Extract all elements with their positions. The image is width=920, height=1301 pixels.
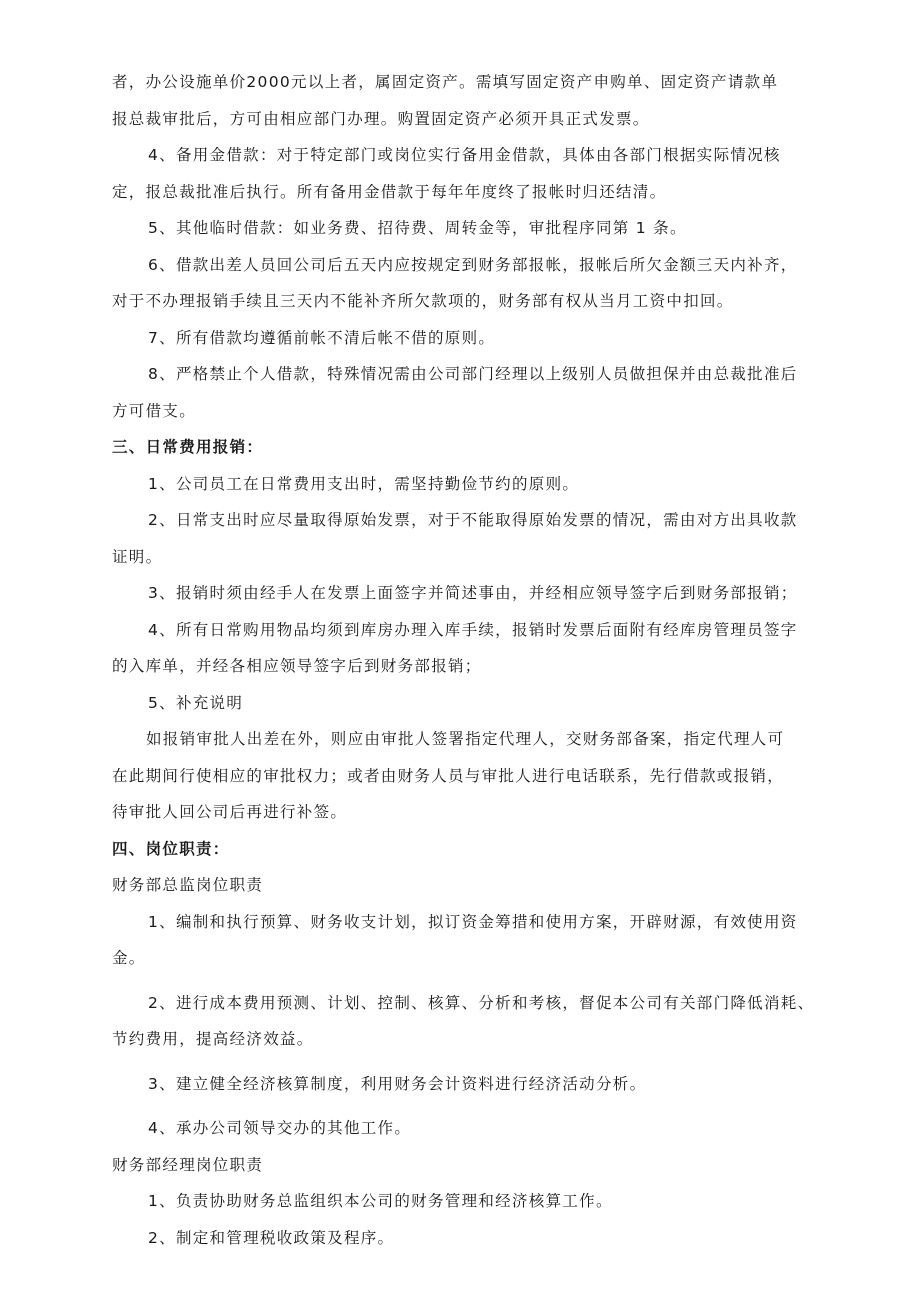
text-line: 定，报总裁批准后执行。所有备用金借款于每年年度终了报帐时归还结清。 — [112, 182, 667, 201]
text-line: 4、备用金借款：对于特定部门或岗位实行备用金借款，具体由各部门根据实际情况核 — [148, 146, 781, 164]
text-line: 证明。 — [112, 547, 163, 566]
text-line: 2、日常支出时应尽量取得原始发票，对于不能取得原始发票的情况，需由对方出具收款 — [148, 511, 798, 529]
text-line: 2、制定和管理税收政策及程序。 — [148, 1228, 395, 1247]
text-line: 1、编制和执行预算、财务收支计划，拟订资金筹措和使用方案，开辟财源，有效使用资 — [148, 912, 798, 931]
subsection-title: 财务部经理岗位职责 — [112, 1155, 264, 1174]
text-line: 4、承办公司领导交办的其他工作。 — [148, 1119, 412, 1137]
text-line: 对于不办理报销手续且三天内不能补齐所欠款项的，财务部有权从当月工资中扣回。 — [112, 292, 734, 310]
text-line: 5、其他临时借款：如业务费、招待费、周转金等，审批程序同第 1 条。 — [148, 219, 687, 237]
text-line: 1、负责协助财务总监组织本公司的财务管理和经济核算工作。 — [148, 1192, 613, 1210]
section-heading-3: 三、日常费用报销： — [112, 438, 264, 456]
text-line: 节约费用，提高经济效益。 — [112, 1030, 314, 1048]
text-line: 待审批人回公司后再进行补签。 — [112, 803, 348, 821]
text-line: 3、报销时须由经手人在发票上面签字并简述事由，并经相应领导签字后到财务部报销； — [148, 584, 798, 602]
text-line: 在此期间行使相应的审批权力；或者由财务人员与审批人进行电话联系，先行借款或报销， — [112, 766, 785, 785]
subsection-title: 财务部总监岗位职责 — [112, 876, 264, 894]
text-line: 报总裁审批后，方可由相应部门办理。购置固定资产必须开具正式发票。 — [112, 109, 650, 128]
section-heading-4: 四、岗位职责： — [112, 839, 230, 858]
text-line: 8、严格禁止个人借款，特殊情况需由公司部门经理以上级别人员做担保并由总裁批准后 — [148, 365, 798, 383]
text-line: 7、所有借款均遵循前帐不清后帐不借的原则。 — [148, 328, 496, 347]
text-line: 金。 — [112, 949, 146, 967]
text-line: 如报销审批人出差在外，则应由审批人签署指定代理人，交财务部备案，指定代理人可 — [146, 730, 785, 748]
text-line: 5、补充说明 — [148, 693, 244, 712]
text-line: 4、所有日常购用物品均须到库房办理入库手续，报销时发票后面附有经库房管理员签字 — [148, 620, 798, 639]
text-line: 的入库单，并经各相应领导签字后到财务部报销； — [112, 657, 482, 675]
text-line: 方可借支。 — [112, 401, 197, 420]
text-line: 6、借款出差人员回公司后五天内应按规定到财务部报帐，报帐后所欠金额三天内补齐， — [148, 255, 798, 274]
text-line: 1、公司员工在日常费用支出时，需坚持勤俭节约的原则。 — [148, 474, 580, 493]
text-line: 2、进行成本费用预测、计划、控制、核算、分析和考核，督促本公司有关部门降低消耗、 — [148, 993, 815, 1012]
text-line: 者，办公设施单价2000元以上者，属固定资产。需填写固定资产申购单、固定资产请款单 — [112, 73, 779, 91]
text-line: 3、建立健全经济核算制度，利用财务会计资料进行经济活动分析。 — [148, 1074, 647, 1093]
